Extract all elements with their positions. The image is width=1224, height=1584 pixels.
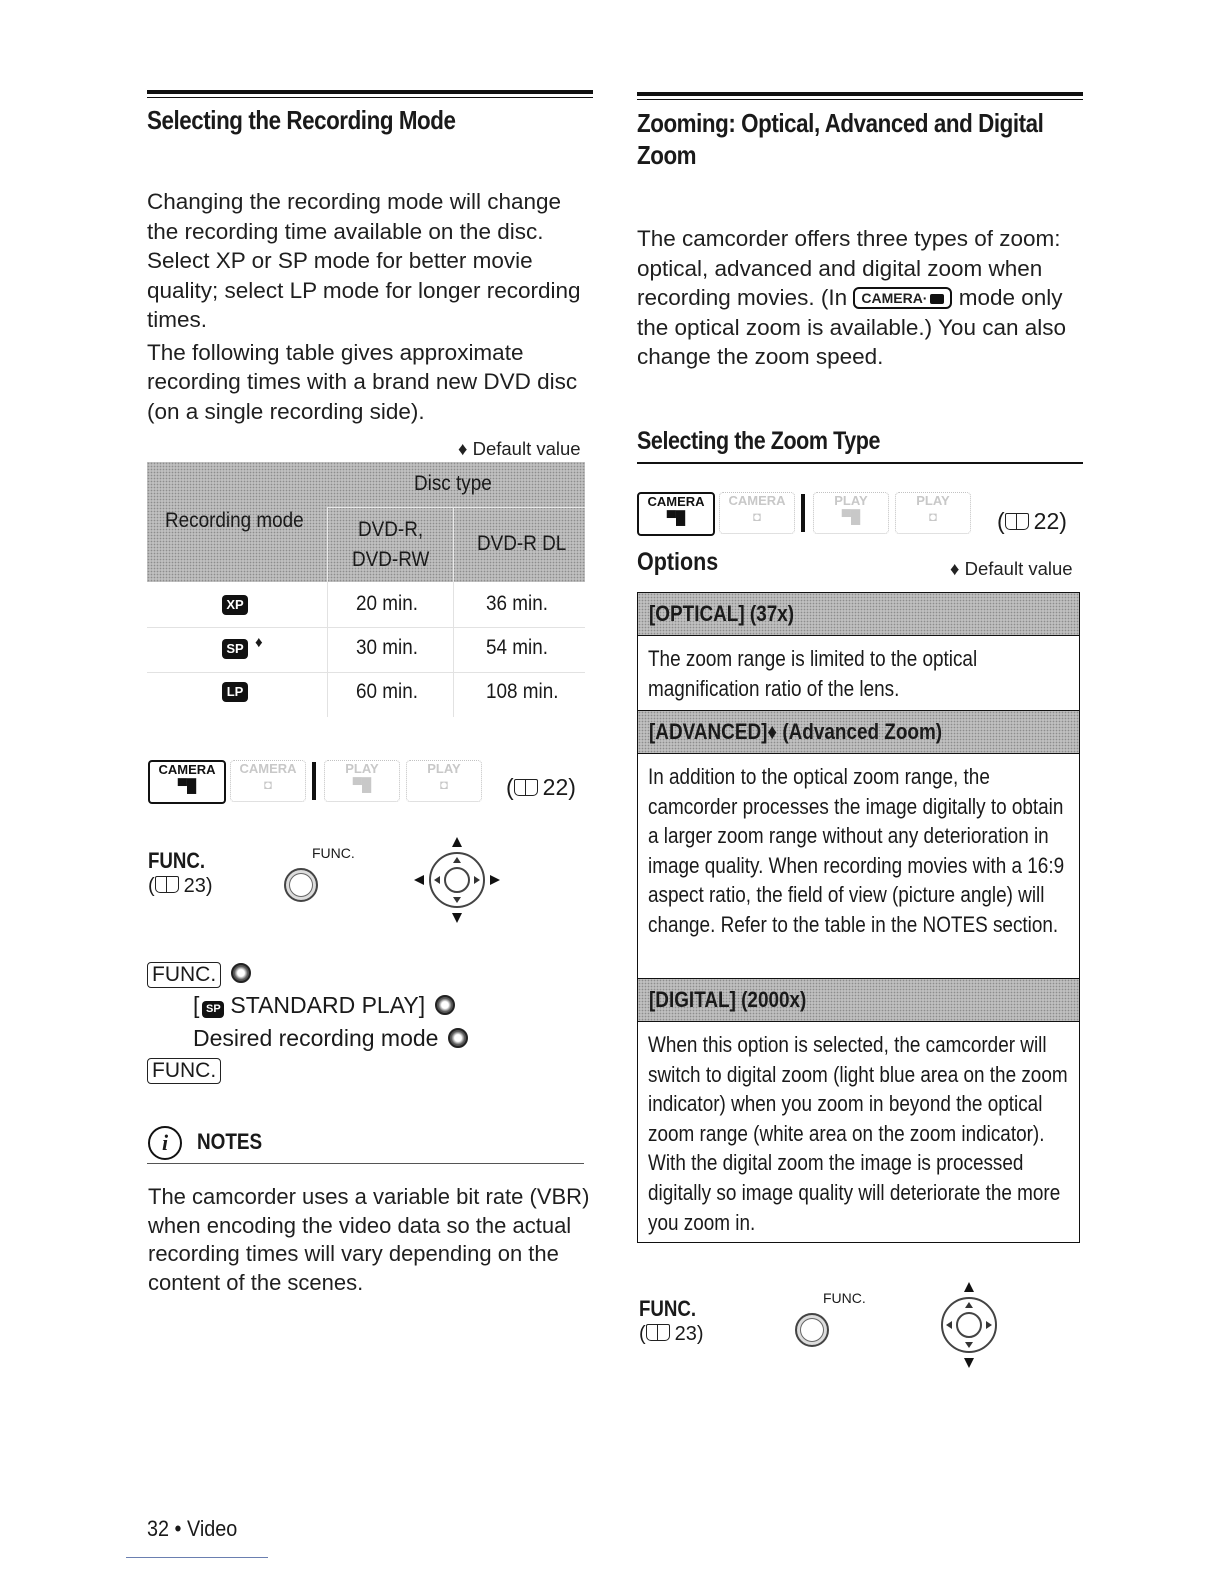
page-reference-22: ( 22) xyxy=(506,774,576,800)
camera-photo-mode-icon: CAMERA ◘ xyxy=(719,492,795,534)
table-header-divider-v xyxy=(327,507,328,582)
option-optical-name: [OPTICAL] (37x) xyxy=(649,601,795,626)
intro-paragraph-1: Changing the recording mode will change the recording time available on the disc. Select XP or SP mode for better movie quality; select LP mode for longer recording times. xyxy=(147,189,581,332)
right-title-rule-thin xyxy=(637,99,1083,100)
set-button-icon xyxy=(448,1028,468,1048)
joystick-icon xyxy=(412,835,502,925)
header-dvd-r: DVD-R, xyxy=(358,518,424,541)
xp-mode-icon: XP xyxy=(222,595,248,615)
option-digital-description: When this option is selected, the camcorder will switch to digital zoom (light blue area on the zoom indicator) when you zoom in beyond the optical zoom range (white area on the zoom indicator). With the digital zoom the image is processed digitally so image quality will deteriorate the more you zoom in. xyxy=(648,1032,1068,1235)
notes-text: The camcorder uses a variable bit rate (VBR) when encoding the video data so the actual recording times will vary depending on the content of the scenes. xyxy=(148,1184,590,1295)
operating-mode-strip-right xyxy=(637,492,1083,534)
func-button-caption: FUNC. xyxy=(312,845,355,861)
footer-rule xyxy=(126,1557,268,1558)
page-footer xyxy=(147,1516,237,1542)
zoom-options-table xyxy=(637,592,1080,1243)
left-title-rule-thin xyxy=(147,97,593,98)
func-button-icon xyxy=(795,1313,829,1347)
set-button-icon xyxy=(231,963,251,983)
default-value-note: ♦ Default value xyxy=(458,438,581,459)
right-title-rule-thick xyxy=(637,92,1083,96)
header-dvd-r-dl: DVD-R DL xyxy=(477,532,567,555)
header-dvd-rw: DVD-RW xyxy=(352,548,430,571)
lp-mode-icon: LP xyxy=(222,682,248,702)
option-digital-name: [DIGITAL] (2000x) xyxy=(649,987,807,1012)
recording-time-table xyxy=(147,462,585,722)
header-recording-mode: Recording mode xyxy=(165,509,304,532)
option-advanced-name: [ADVANCED]♦ (Advanced Zoom) xyxy=(649,719,943,744)
func-key: FUNC. xyxy=(147,962,221,988)
section-title-zooming: Zooming: Optical, Advanced and Digital Zoom xyxy=(637,108,1044,170)
intro-paragraph-2: The following table gives approximate recording times with a brand new DVD disc (on a single recording side). xyxy=(147,339,578,424)
recording-mode-intro xyxy=(147,187,597,426)
notes-info-icon: i xyxy=(148,1126,182,1160)
play-photo-mode-icon: PLAY ◘ xyxy=(895,492,971,534)
sp-icon: SP xyxy=(202,1001,224,1018)
option-advanced-header xyxy=(638,711,1079,754)
camera-photo-mode-icon: CAMERA ◘ xyxy=(230,760,306,802)
section-title-recording-mode: Selecting the Recording Mode xyxy=(147,105,456,135)
procedure-step-1 xyxy=(147,962,251,988)
footer-section: Video xyxy=(186,1516,238,1541)
page-number: 32 xyxy=(147,1516,170,1541)
option-digital-header xyxy=(638,979,1079,1022)
procedure-step-3: Desired recording mode xyxy=(193,1025,468,1052)
joystick-icon xyxy=(924,1280,1014,1370)
table-header-divider-v2 xyxy=(453,507,454,582)
procedure-step-4 xyxy=(147,1058,221,1084)
default-value-note-right: ♦ Default value xyxy=(950,558,1073,579)
subtitle-rule xyxy=(637,462,1083,464)
default-diamond-icon: ♦ xyxy=(950,558,960,579)
left-title-rule-thick xyxy=(147,90,593,94)
sp-mode-icon: SP xyxy=(222,639,248,659)
play-movie-mode-icon: PLAY ▀█ xyxy=(813,492,889,534)
operating-mode-strip-left xyxy=(148,760,588,802)
func-page-reference: ( 23) xyxy=(639,1323,704,1345)
notes-rule xyxy=(147,1163,584,1164)
default-diamond-icon: ♦ xyxy=(458,438,468,459)
camera-photo-badge: CAMERA· xyxy=(853,287,952,309)
options-label: Options xyxy=(637,548,719,576)
option-advanced-description: In addition to the optical zoom range, the camcorder processes the image digitally to obtain a larger zoom range without any deterioration in image quality. When recording movies with a 16:9 aspect ratio, the field of view (picture angle) will change. Refer to the table in the NOTES section. xyxy=(638,754,1079,979)
func-label: FUNC. xyxy=(148,848,206,873)
sp-dvd-r-dl-time: 54 min. xyxy=(486,636,548,659)
sp-default-diamond: ♦ xyxy=(255,634,263,651)
book-icon xyxy=(514,779,538,796)
camera-movie-mode-icon: CAMERA ▀█ xyxy=(148,760,226,804)
play-movie-mode-icon: PLAY ▀█ xyxy=(324,760,400,802)
mode-divider-bar xyxy=(801,494,805,532)
book-icon xyxy=(155,876,179,893)
page-reference-22: ( 22) xyxy=(997,508,1067,534)
footer-bullet: • xyxy=(174,1516,187,1541)
set-button-icon xyxy=(435,995,455,1015)
subtitle-selecting-zoom-type: Selecting the Zoom Type xyxy=(637,427,880,455)
zoom-intro: The camcorder offers three types of zoom: optical, advanced and digital zoom when recording movies. (In CAMERA· mode only the optical zoom is available.) You can also change the zoom speed. xyxy=(637,226,1067,369)
func-button-icon xyxy=(284,868,318,902)
mode-divider-bar xyxy=(312,762,316,800)
table-header-divider-h xyxy=(327,507,585,508)
lp-dvd-r-time: 60 min. xyxy=(356,680,418,703)
xp-dvd-r-dl-time: 36 min. xyxy=(486,592,548,615)
xp-dvd-r-time: 20 min. xyxy=(356,592,418,615)
play-photo-mode-icon: PLAY ◘ xyxy=(406,760,482,802)
lp-dvd-r-dl-time: 108 min. xyxy=(486,680,559,703)
notes-title: NOTES xyxy=(197,1129,263,1154)
camera-movie-mode-icon: CAMERA ▀█ xyxy=(637,492,715,536)
option-optical-header xyxy=(638,593,1079,636)
func-page-reference: ( 23) xyxy=(148,875,213,897)
func-label: FUNC. xyxy=(639,1296,697,1321)
book-icon xyxy=(646,1324,670,1341)
procedure-step-2: [ SP STANDARD PLAY] xyxy=(193,992,455,1019)
header-disc-type: Disc type xyxy=(414,472,492,495)
book-icon xyxy=(1005,513,1029,530)
sp-dvd-r-time: 30 min. xyxy=(356,636,418,659)
func-button-caption: FUNC. xyxy=(823,1290,866,1306)
func-key: FUNC. xyxy=(147,1058,221,1084)
option-optical-description: The zoom range is limited to the optical magnification ratio of the lens. xyxy=(638,636,1079,711)
